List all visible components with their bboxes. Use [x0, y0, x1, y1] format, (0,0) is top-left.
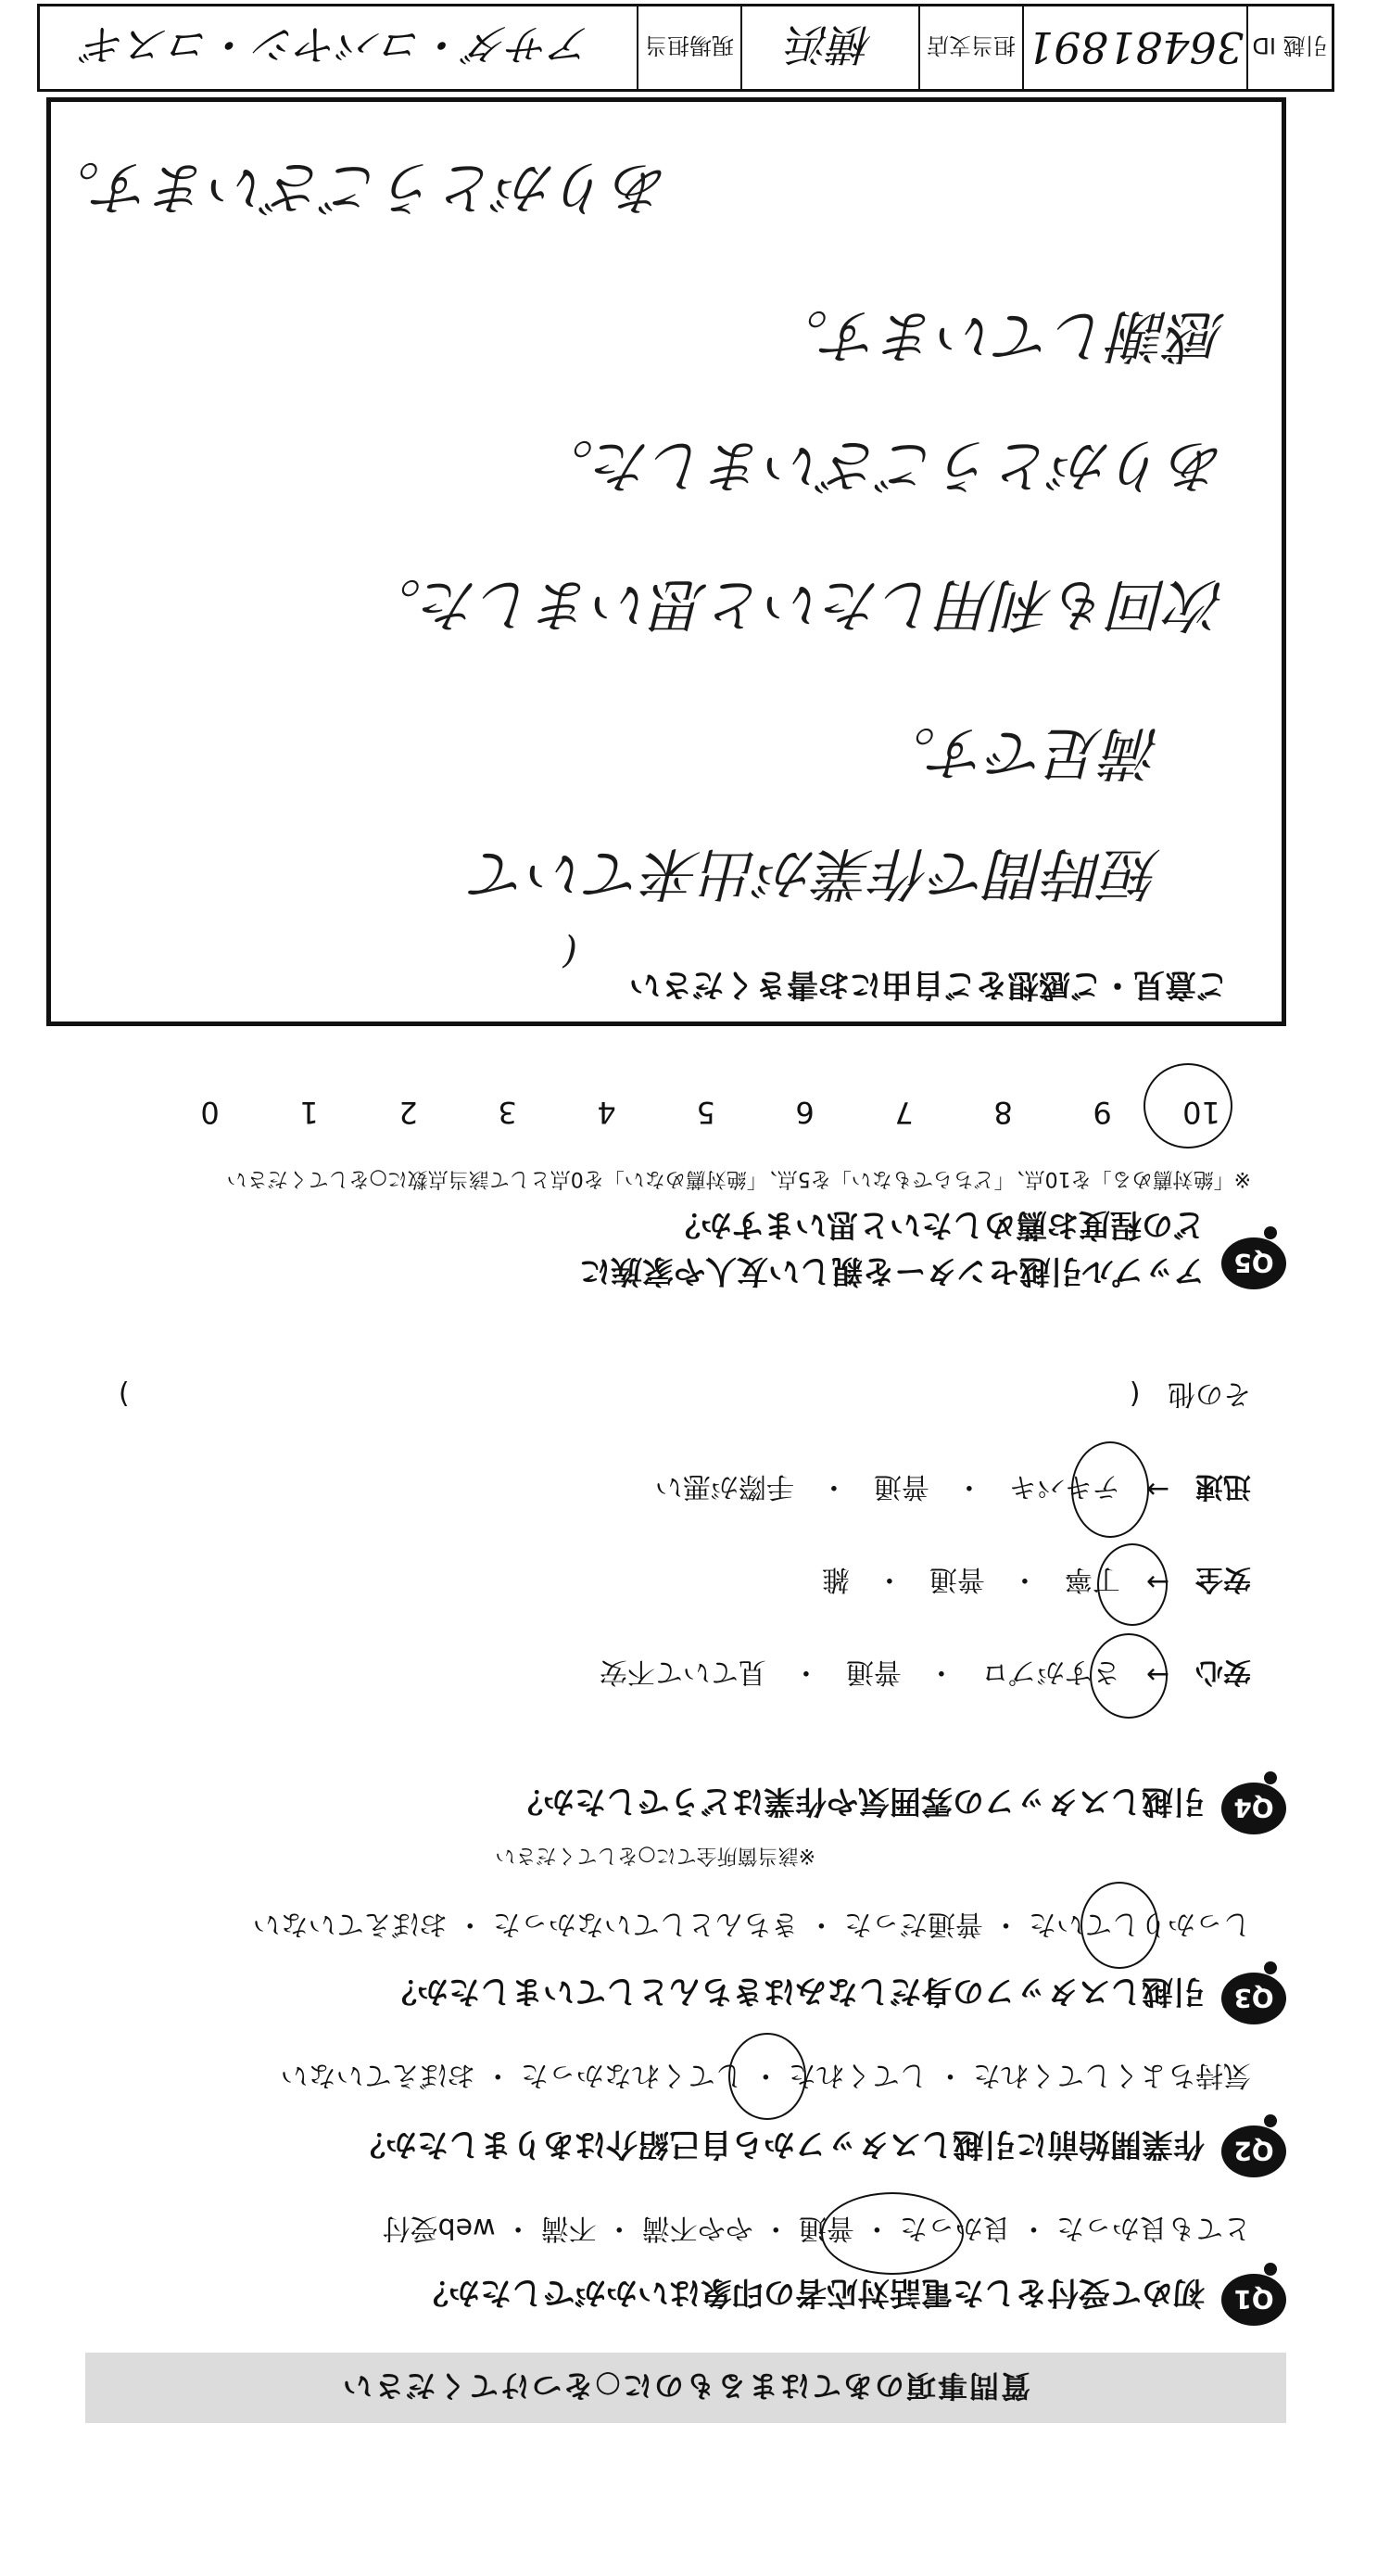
q5-score[interactable]: 5: [696, 1095, 715, 1130]
q5-note: ※「絶対薦める」を10点、「どちらでもない」を5点、「絶対薦めない」を0点として該当点数に○をしてください: [226, 1167, 1251, 1190]
q1-option[interactable]: とても良かった: [1056, 2212, 1251, 2244]
comment-box: [42, 97, 1286, 1026]
q5-score[interactable]: 6: [795, 1095, 815, 1130]
q1-option[interactable]: 不満: [540, 2212, 597, 2244]
q4-other-close: ): [118, 1377, 130, 1410]
q1-options: とても良かった ・ 良かった ・ 普通 ・ やや不満 ・ 不満 ・ web受付: [382, 2212, 1251, 2244]
comment-line: 次回も利用したいと思いました。: [363, 571, 1226, 639]
q4-row-label: 安全: [1195, 1563, 1251, 1595]
q4-row-label: 安心: [1195, 1656, 1251, 1688]
q4-option-selected[interactable]: テキパキ: [1008, 1470, 1120, 1503]
id-label: 引越 ID: [1246, 6, 1332, 89]
q5-score[interactable]: 3: [498, 1095, 517, 1130]
q3-title: 引越しスタッフの身だしなみはきちんとしていましたか？: [385, 1973, 1205, 2010]
q2-marker: Q2: [1221, 2126, 1286, 2177]
q3-option[interactable]: きちんとしていなかった: [492, 1908, 799, 1940]
q1-option[interactable]: やや不満: [641, 2212, 753, 2244]
q5-score[interactable]: 7: [894, 1095, 914, 1130]
q4-option[interactable]: 普通: [873, 1470, 929, 1503]
q4-other: [119, 1377, 1251, 1417]
q1-option[interactable]: 普通: [798, 2212, 854, 2244]
leader-value: アサダ・コバヤシ・コスギ: [83, 19, 593, 70]
q1-marker: Q1: [1221, 2274, 1286, 2326]
arrow-icon: →: [1145, 1566, 1169, 1599]
instructions-header: 質問事項のあてはまるものに○をつけてください: [85, 2353, 1286, 2423]
leader-label: 現場担当: [637, 6, 740, 89]
q2-answer-circle: [728, 2033, 806, 2120]
q4-option-selected[interactable]: さすがプロ: [980, 1656, 1120, 1688]
q4-option[interactable]: 雑: [821, 1563, 850, 1595]
q5-marker: Q5: [1221, 1237, 1286, 1289]
comment-line: 短時間で作業が出来ていて: [471, 840, 1161, 907]
q4-option[interactable]: 見ていて不安: [599, 1656, 766, 1688]
q5-answer-circle: [1144, 1063, 1232, 1148]
q4-option[interactable]: 手際が悪い: [654, 1470, 794, 1503]
comment-line: 満足です。: [878, 719, 1161, 787]
comment-line: ありがとうございました。: [536, 432, 1226, 500]
comment-paren: (: [562, 931, 577, 973]
q3-marker: Q3: [1221, 1973, 1286, 2024]
branch-value: 横浜: [740, 6, 918, 89]
q4-note: ※該当箇所全てに○をしてください: [495, 1844, 815, 1867]
q5-score[interactable]: 0: [200, 1095, 220, 1130]
arrow-icon: →: [1145, 1658, 1169, 1692]
q2-option[interactable]: おぼえていない: [280, 2059, 475, 2091]
q1-answer-circle: [821, 2192, 964, 2275]
q4-row-speed: 迅速 → テキパキ ・ 普通 ・ 手際が悪い: [655, 1469, 1251, 1510]
comment-line: 感謝しています。: [770, 302, 1226, 370]
id-bar: [37, 4, 1334, 92]
q2-option[interactable]: してくれなかった: [520, 2059, 743, 2091]
q3-option-selected[interactable]: しっかりしていた: [1029, 1908, 1251, 1940]
q3-options: しっかりしていた ・ 普通だった ・ きちんとしていなかった ・ おぼえていない: [252, 1908, 1251, 1940]
q5-score[interactable]: 4: [597, 1095, 616, 1130]
q4-title: 引越しスタッフの雰囲気や作業はどうでしたか？: [512, 1783, 1205, 1820]
arrow-icon: →: [1145, 1473, 1169, 1506]
q3-answer-circle: [1080, 1882, 1158, 1969]
q3-option[interactable]: おぼえていない: [252, 1908, 448, 1940]
q4-marker: Q4: [1221, 1783, 1286, 1834]
q5-score[interactable]: 8: [993, 1095, 1013, 1130]
q4-answer-circle: [1090, 1633, 1168, 1719]
q2-title: 作業開始前に引越しスタッフから自己紹介はありましたか？: [354, 2126, 1205, 2163]
comment-title: ご意見・ご感想をご自由にお書きください: [629, 966, 1228, 1003]
q4-row-safety: 安全 → 丁寧 ・ 普通 ・ 雑: [822, 1562, 1251, 1603]
q5-score[interactable]: 2: [398, 1095, 418, 1130]
q1-title: 初めて受付をした電話対応者の印象はいかがでしたか？: [417, 2274, 1205, 2311]
q4-answer-circle: [1097, 1543, 1168, 1626]
q3-option[interactable]: 普通だった: [843, 1908, 983, 1940]
q5-score[interactable]: 9: [1093, 1095, 1112, 1130]
q4-row-relief: 安心 → さすがプロ ・ 普通 ・ 見ていて不安: [600, 1655, 1251, 1695]
q5-title-line1: アップル引越センターを親しい友人や家族に: [579, 1252, 1205, 1289]
q5-title-line2: どの程度お薦めしたいと思いますか？: [669, 1206, 1205, 1243]
q5-score-selected[interactable]: 10: [1182, 1095, 1220, 1130]
comment-line: ありがとうございます。: [42, 154, 670, 222]
q5-scale: [160, 1095, 1251, 1130]
q4-answer-circle: [1071, 1441, 1149, 1538]
q4-row-label: 迅速: [1195, 1470, 1251, 1503]
q4-other-open: (: [1129, 1377, 1141, 1410]
q2-options: 気持ちよくしてくれた ・ してくれた ・ してくれなかった ・ おぼえていない: [280, 2059, 1251, 2091]
q4-option[interactable]: 普通: [845, 1656, 902, 1688]
q2-option[interactable]: 気持ちよくしてくれた: [973, 2059, 1251, 2091]
q1-option[interactable]: web受付: [382, 2212, 496, 2244]
q4-option-selected[interactable]: 丁寧: [1064, 1563, 1120, 1595]
q5-score[interactable]: 1: [299, 1095, 319, 1130]
id-value: 36481891: [1022, 6, 1246, 89]
q1-option-selected[interactable]: 良かった: [899, 2212, 1011, 2244]
q4-option[interactable]: 普通: [929, 1563, 985, 1595]
branch-label: 担当支店: [918, 6, 1022, 89]
q4-other-label: その他: [1168, 1377, 1251, 1410]
q2-option-selected[interactable]: してくれた: [788, 2059, 928, 2091]
